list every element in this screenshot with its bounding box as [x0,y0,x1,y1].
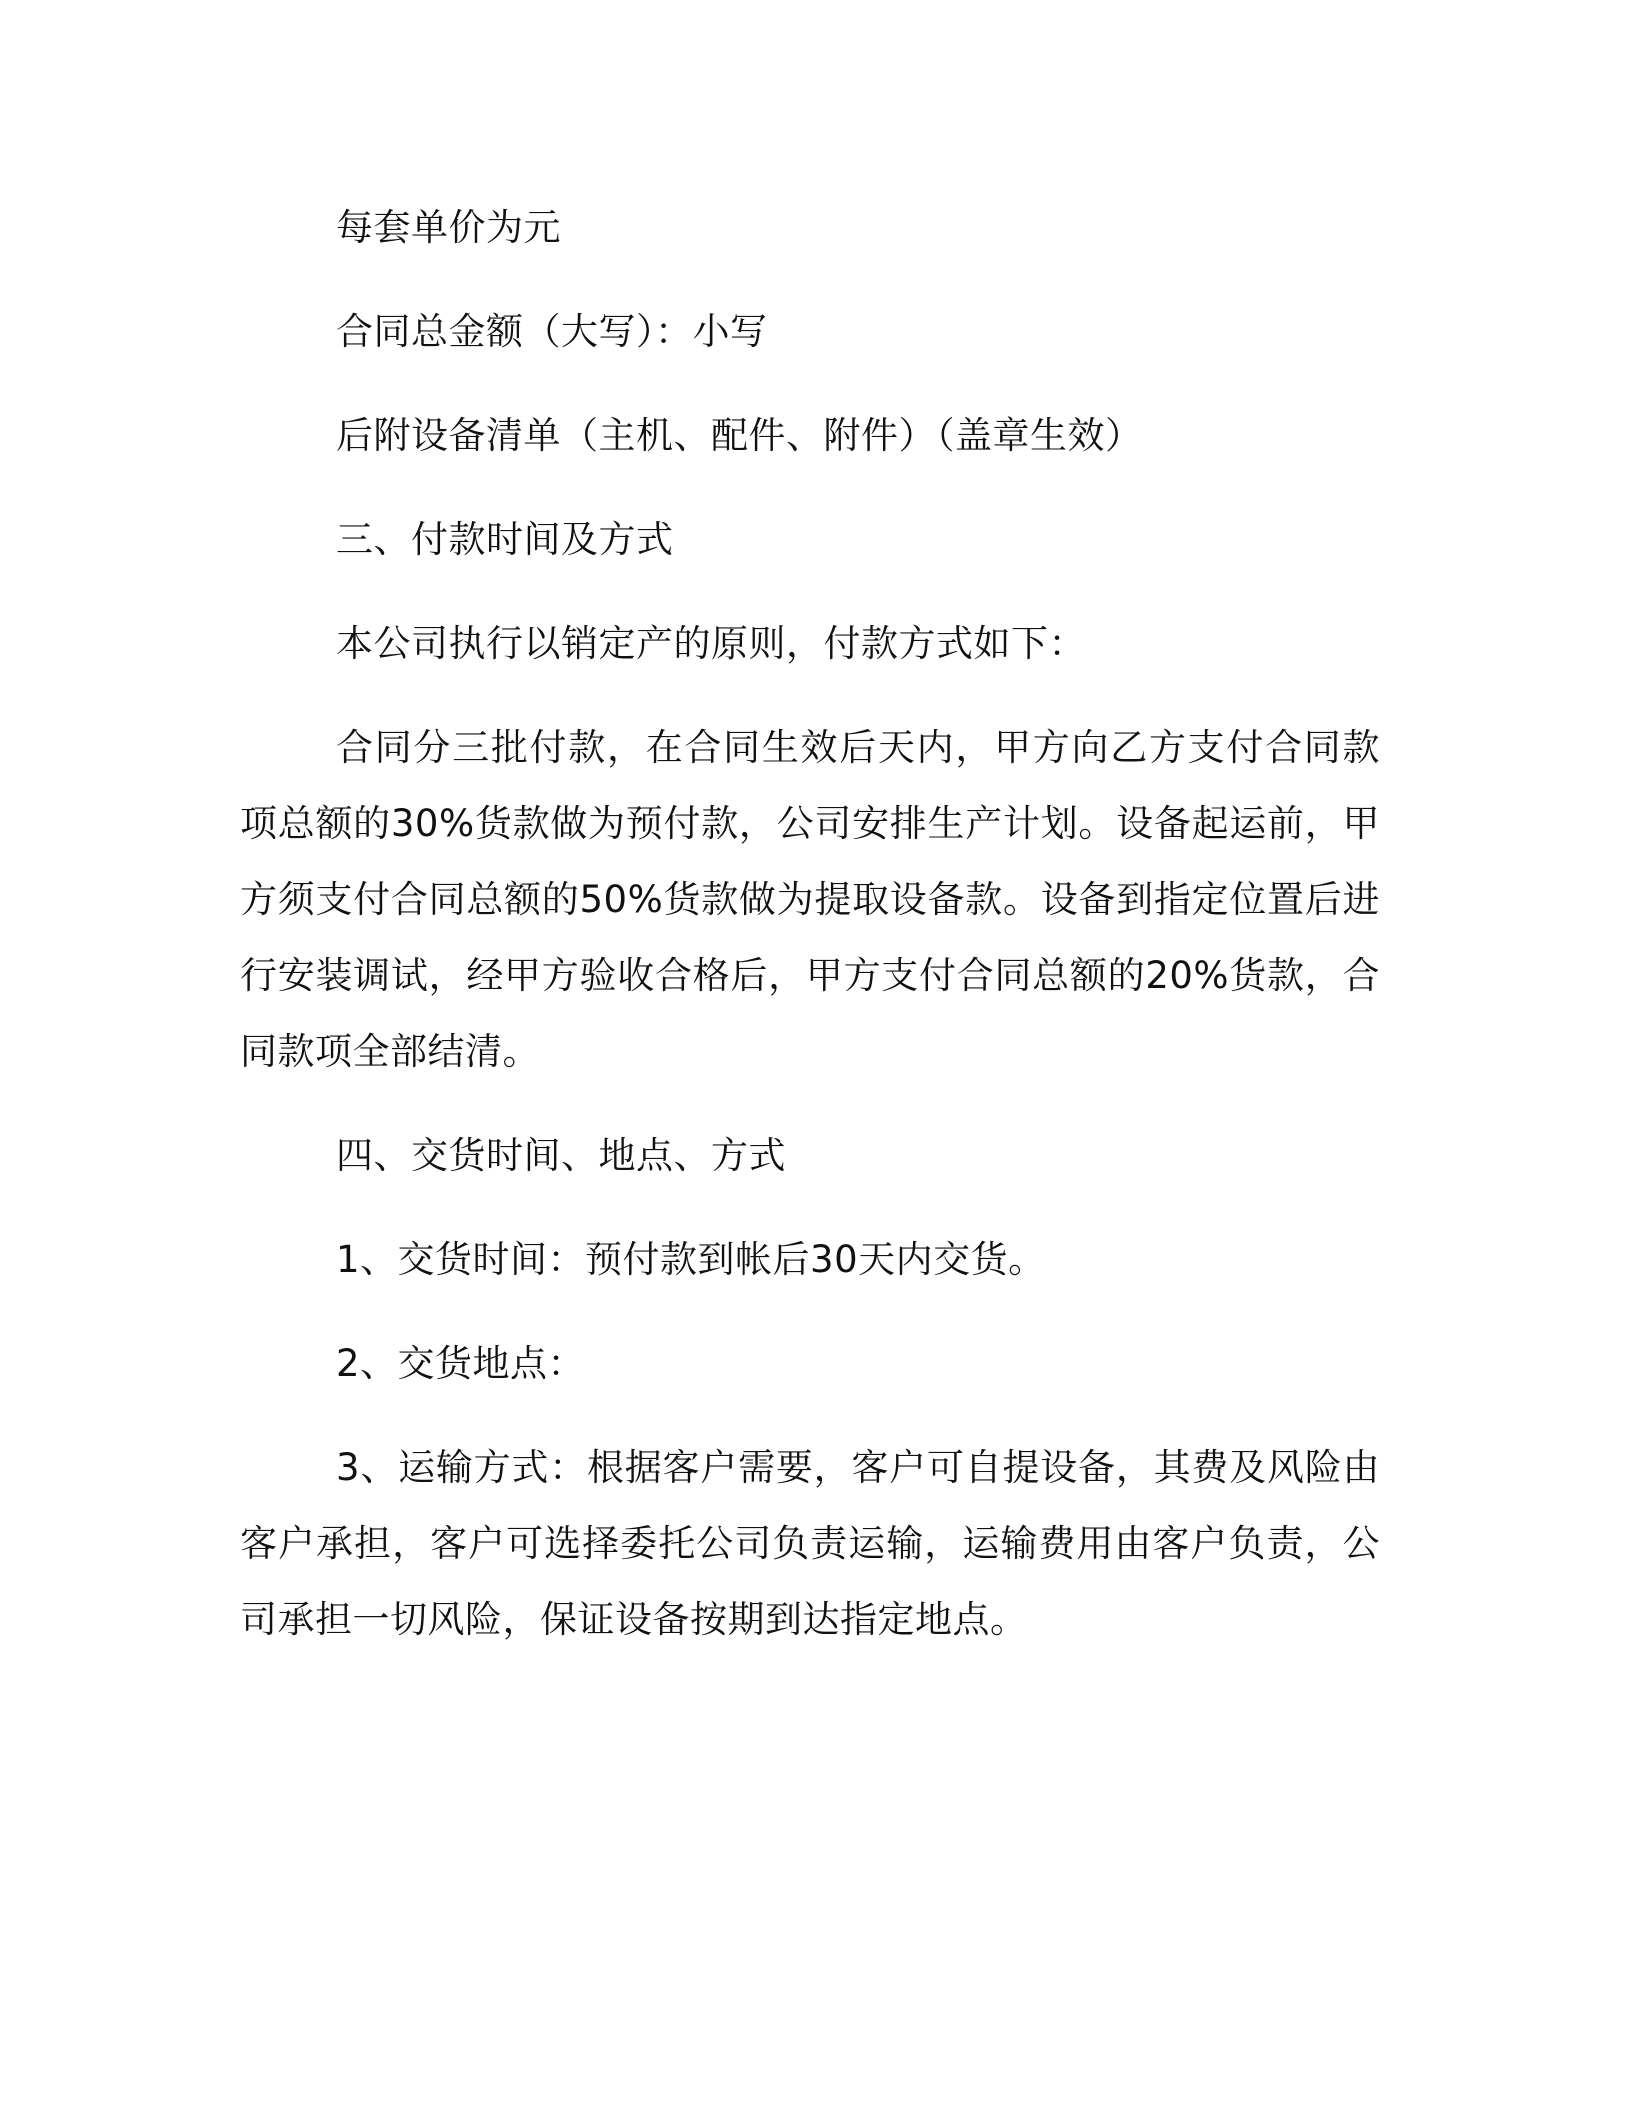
document-body [240,190,1380,1658]
total-amount-line: 合同总金额（大写）：小写 [336,310,768,353]
transport-method-paragraph: 3、运输方式：根据客户需要，客户可自提设备，其费及风险由客户承担，客户可选择委托公司负责运输，运输费用由客户负责，公司承担一切风险，保证设备按期到达指定地点。 [240,1446,1380,1641]
equipment-list-line: 后附设备清单（主机、配件、附件）（盖章生效） [336,414,1143,457]
delivery-time-line: 1、交货时间：预付款到帐后30天内交货。 [336,1238,1046,1281]
section-four-heading: 四、交货时间、地点、方式 [336,1134,786,1177]
section-three-heading: 三、付款时间及方式 [336,518,674,561]
unit-price-line: 每套单价为元 [336,206,561,249]
delivery-location-line: 2、交货地点： [336,1342,586,1385]
payment-terms-paragraph: 合同分三批付款，在合同生效后天内，甲方向乙方支付合同款项总额的30%货款做为预付款，公司安排生产计划。设备起运前，甲方须支付合同总额的50%货款做为提取设备款。设备到指定位置后进行安装调试，经甲方验收合格后，甲方支付合同总额的20%货款，合同款项全部结清。 [240,726,1380,1073]
payment-principle-line: 本公司执行以销定产的原则，付款方式如下： [336,622,1086,665]
